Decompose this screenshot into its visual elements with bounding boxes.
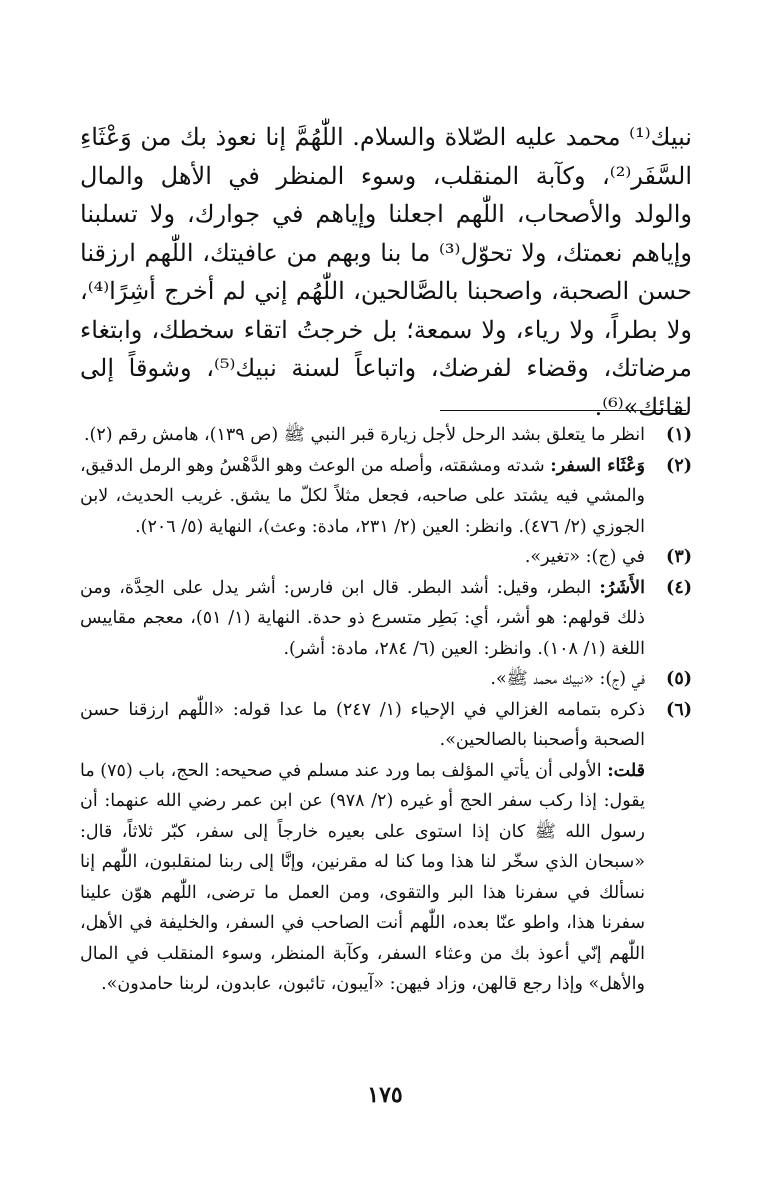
footnote-body: انظر ما يتعلق بشد الرحل لأجل زيارة قبر النبي ﷺ (ص ١٣٩)، هامش رقم (٢). [83, 425, 645, 445]
footnote-4 [80, 573, 692, 665]
footnote-3 [80, 542, 692, 573]
footnote-body: ذكره بتمامه الغزالي في الإحياء (١/ ٢٤٧) ما عدا قوله: «اللّٰهم ارزقنا حسن الصحبة وأصحبنا بالصالحين». [80, 699, 645, 750]
footnote-1 [80, 420, 692, 451]
footnote-6 [80, 695, 692, 756]
footnote-5 [80, 664, 692, 695]
footnote-text [80, 542, 645, 573]
footnote-body: الأولى أن يأتي المؤلف بما ورد عند مسلم في صحيحه: الحج، باب (٧٥) ما يقول: إذا ركب سفر الحج أو غيره (٢/ ٩٧٨) عن ابن عمر رضي الله عنهما: أن رسول الله ﷺ كان إذا استوى على بعيره خارجاً إلى سفر، كبّر ثلاثاً، قال: «سبحان الذي سخّر لنا هذا وما كنا له مقرنين، وإنَّا إلى ربنا لمنقلبون، اللّٰهم إنا نسألك في سفرنا هذا البر والتقوى، ومن العمل ما ترضى، اللّٰهم هوّن علينا سفرنا هذا، واطو عنّا بعده، اللّٰهم أنت الصاحب في السفر، والخليفة في الأهل، اللّٰهم إنّي أعوذ بك من وعثاء السفر، وكآبة المنظر، وسوء المنقلب في المال والأهل» وإذا رجع قالهن، وزاد فيهن: «آيبون، تائبون، عابدون، لربنا حامدون». [80, 760, 645, 994]
footnote-body: البطر، وقيل: أشد البطر. قال ابن فارس: أشر يدل على الحِدَّة، ومن ذلك قولهم: هو أشر، أي: بَطِر متسرع ذو حدة. النهاية (١/ ٥١)، معجم مقاييس اللغة (١/ ١٠٨). وانظر: العين (٦/ ٢٨٤، مادة: أشر). [80, 577, 645, 659]
footnote-number: (٦) [666, 699, 692, 720]
main-paragraph: نبيك⁽¹⁾ محمد عليه الصّلاة والسلام. اللّٰهُمَّ إنا نعوذ بك من وَعْثَاءِ السَّفَر⁽²⁾، وكآبة المنقلب، وسوء المنظر في الأهل والمال والولد والأصحاب، اللّٰهم اجعلنا وإياهم في جوارك، ولا تسلبنا وإياهم نعمتك، ولا تحوّل⁽³⁾ ما بنا وبهم من عافيتك، اللّٰهم ارزقنا حسن الصحبة، واصحبنا بالصَّالحين، اللّٰهُم إني لم أخرج أشِرًا⁽⁴⁾، ولا بطراً، ولا رياء، ولا سمعة؛ بل خرجتُ اتقاء سخطك، وابتغاء مرضاتك، وقضاء لفرضك، واتباعاً لسنة نبيك⁽⁵⁾، وشوقاً إلى لقائك»⁽⁶⁾. [80, 123, 693, 421]
footnote-body: في (ج): «تغير». [524, 547, 645, 567]
footnote-text [80, 451, 645, 543]
page-number: ١٧٥ [367, 1082, 403, 1108]
footnote-text [80, 756, 645, 1000]
footnote-text [80, 695, 645, 756]
footnote-separator [440, 410, 686, 411]
footnote-body: شدته ومشقته، وأصله من الوعث وهو الدَّهْسُ وهو الرمل الدقيق، والمشي فيه يشتد على صاحبه، فجعل مثلاً لكلّ ما يشق. غريب الحديث، لابن الجوزي (٢/ ٤٧٦). وانظر: العين (٢/ ٢٣١، مادة: وعث)، النهاية (٥/ ٢٠٦). [80, 455, 645, 537]
footnote-number: (٥) [666, 669, 692, 689]
footnote-6-comment [80, 756, 692, 1000]
footnote-number: (٤) [666, 577, 692, 598]
footnote-term: وَعْثَاء السفر: [550, 455, 645, 476]
footnote-term: الأَشَرُ: [599, 577, 645, 598]
footnote-number: (١) [666, 425, 692, 445]
footnote-text [80, 573, 645, 665]
footnote-number: (٢) [666, 455, 692, 476]
footnotes-list [80, 420, 692, 1000]
footnote-term: قلت: [607, 760, 645, 781]
footnote-text [80, 664, 645, 695]
footnote-number: (٣) [666, 547, 692, 567]
footnote-text [80, 420, 645, 451]
footnote-2 [80, 451, 692, 543]
footnote-body: في (ج): «نبيك محمد ﷺ». [490, 669, 645, 689]
